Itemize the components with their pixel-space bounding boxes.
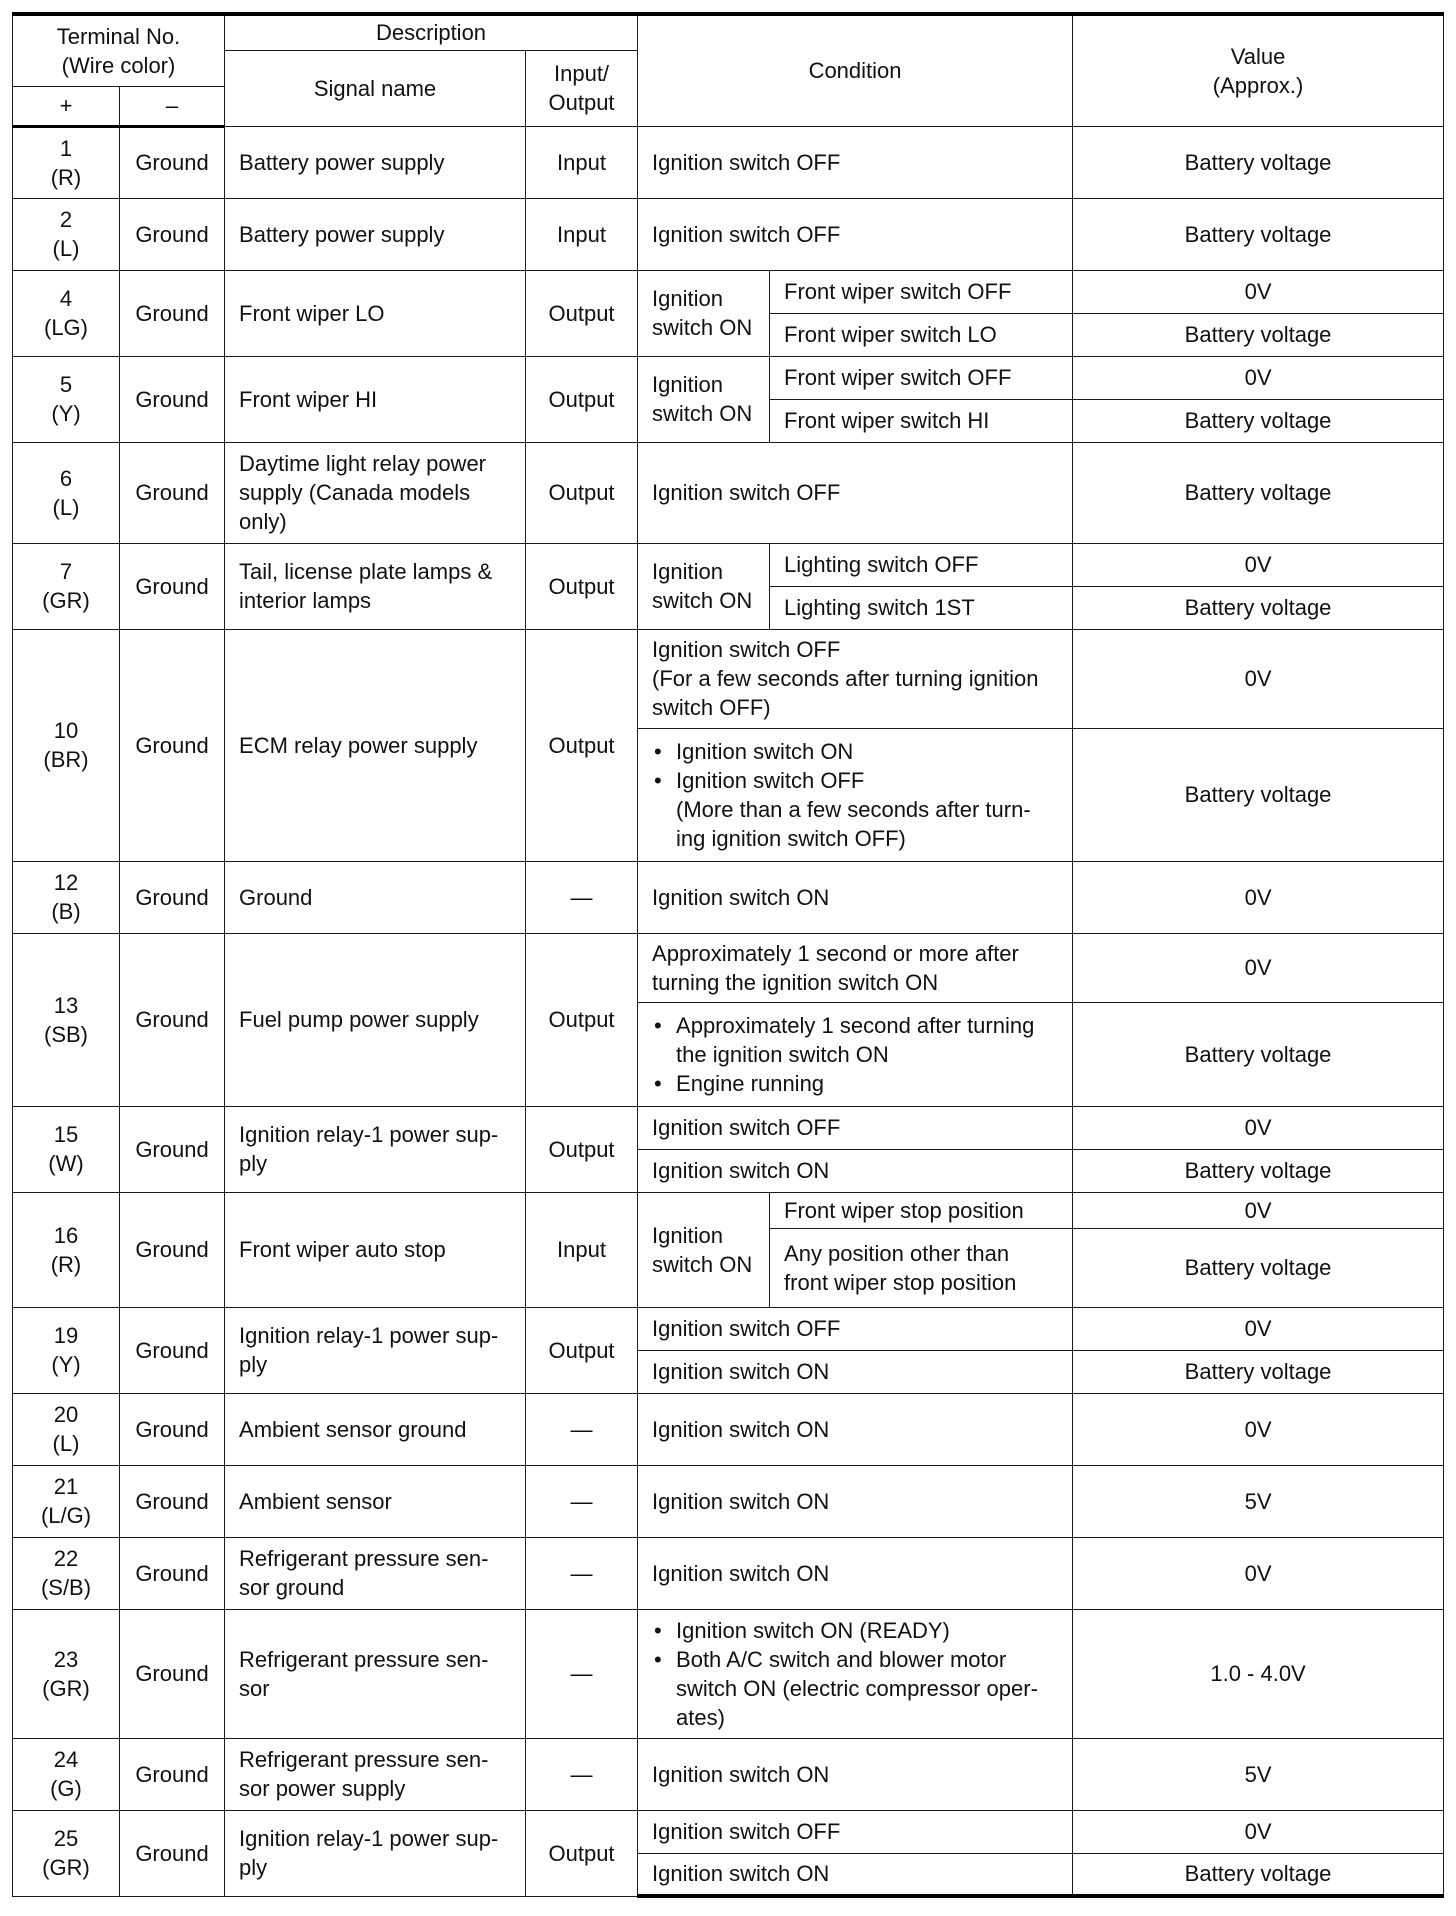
input-output: Output: [526, 356, 638, 442]
terminal-number: 23 (GR): [13, 1609, 120, 1738]
value: Battery voltage: [1073, 1149, 1444, 1192]
condition: Any position other than front wiper stop position: [770, 1228, 1073, 1307]
header-signal-name: Signal name: [225, 50, 526, 126]
condition: Front wiper switch HI: [770, 399, 1073, 442]
terminal-number: 7 (GR): [13, 543, 120, 629]
value: 0V: [1073, 1106, 1444, 1149]
input-output: Input: [526, 198, 638, 270]
header-minus: –: [120, 86, 225, 126]
value: Battery voltage: [1073, 1350, 1444, 1393]
condition: Ignition switch OFF: [638, 1810, 1073, 1853]
table-row: [13, 629, 1444, 728]
terminal-table: [12, 12, 1444, 1898]
header-terminal: Terminal No. (Wire color): [13, 14, 225, 86]
terminal-number: 25 (GR): [13, 1810, 120, 1896]
condition-group: Ignition switch ON: [638, 270, 770, 356]
condition: Lighting switch 1ST: [770, 586, 1073, 629]
condition: Front wiper switch OFF: [770, 356, 1073, 399]
condition: Ignition switch OFF: [638, 442, 1073, 543]
input-output: —: [526, 1609, 638, 1738]
ground-terminal: Ground: [120, 198, 225, 270]
signal-name: Front wiper auto stop: [225, 1192, 526, 1307]
value: Battery voltage: [1073, 198, 1444, 270]
input-output: —: [526, 1738, 638, 1810]
value: Battery voltage: [1073, 313, 1444, 356]
terminal-number: 21 (L/G): [13, 1465, 120, 1537]
condition-bullet: • Engine running: [652, 1069, 1059, 1098]
terminal-table-sheet: [12, 12, 1444, 1898]
ground-terminal: Ground: [120, 1609, 225, 1738]
value: Battery voltage: [1073, 1853, 1444, 1896]
ground-terminal: Ground: [120, 356, 225, 442]
signal-name: Ground: [225, 861, 526, 933]
signal-name: Refrigerant pressure sen- sor ground: [225, 1537, 526, 1609]
ground-terminal: Ground: [120, 1810, 225, 1896]
input-output: —: [526, 1393, 638, 1465]
ground-terminal: Ground: [120, 270, 225, 356]
ground-terminal: Ground: [120, 126, 225, 198]
condition: Approximately 1 second or more after turning the ignition switch ON: [638, 933, 1073, 1002]
terminal-number: 13 (SB): [13, 933, 120, 1106]
condition: Ignition switch ON: [638, 1149, 1073, 1192]
table-row: [13, 198, 1444, 270]
signal-name: Ignition relay-1 power sup- ply: [225, 1307, 526, 1393]
condition: Ignition switch ON: [638, 1393, 1073, 1465]
ground-terminal: Ground: [120, 1307, 225, 1393]
value: 5V: [1073, 1465, 1444, 1537]
terminal-number: 6 (L): [13, 442, 120, 543]
table-row: [13, 1810, 1444, 1853]
terminal-number: 10 (BR): [13, 629, 120, 861]
input-output: Output: [526, 1106, 638, 1192]
condition: Lighting switch OFF: [770, 543, 1073, 586]
condition: Ignition switch ON: [638, 1738, 1073, 1810]
input-output: Output: [526, 543, 638, 629]
signal-name: Daytime light relay power supply (Canada models only): [225, 442, 526, 543]
condition-bullet: • Both A/C switch and blower motor switch ON (electric compressor oper- ates): [652, 1645, 1059, 1732]
condition: Ignition switch OFF: [638, 1307, 1073, 1350]
header-condition: Condition: [638, 14, 1073, 126]
condition-list: [652, 737, 1059, 853]
condition-list: [652, 1011, 1059, 1098]
condition-bullet: • Ignition switch ON: [652, 737, 1059, 766]
signal-name: Front wiper HI: [225, 356, 526, 442]
value: Battery voltage: [1073, 1228, 1444, 1307]
terminal-number: 24 (G): [13, 1738, 120, 1810]
table-row: [13, 933, 1444, 1002]
table-row: [13, 1393, 1444, 1465]
ground-terminal: Ground: [120, 933, 225, 1106]
input-output: Output: [526, 1810, 638, 1896]
table-row: [13, 442, 1444, 543]
terminal-number: 5 (Y): [13, 356, 120, 442]
condition: Ignition switch ON: [638, 861, 1073, 933]
value: 1.0 - 4.0V: [1073, 1609, 1444, 1738]
header-input-output: Input/ Output: [526, 50, 638, 126]
condition: Ignition switch OFF: [638, 1106, 1073, 1149]
ground-terminal: Ground: [120, 1738, 225, 1810]
value: Battery voltage: [1073, 126, 1444, 198]
input-output: Input: [526, 1192, 638, 1307]
input-output: —: [526, 861, 638, 933]
condition: Front wiper switch LO: [770, 313, 1073, 356]
signal-name: Refrigerant pressure sen- sor: [225, 1609, 526, 1738]
table-row: [13, 126, 1444, 198]
header-value: Value (Approx.): [1073, 14, 1444, 126]
terminal-number: 1 (R): [13, 126, 120, 198]
condition: Front wiper switch OFF: [770, 270, 1073, 313]
table-row: [13, 861, 1444, 933]
input-output: Output: [526, 270, 638, 356]
value: 0V: [1073, 1810, 1444, 1853]
value: 5V: [1073, 1738, 1444, 1810]
condition-bullet: • Ignition switch ON (READY): [652, 1616, 1059, 1645]
value: 0V: [1073, 356, 1444, 399]
condition: [638, 1609, 1073, 1738]
signal-name: Battery power supply: [225, 198, 526, 270]
value: 0V: [1073, 1192, 1444, 1228]
signal-name: Fuel pump power supply: [225, 933, 526, 1106]
condition-group: Ignition switch ON: [638, 356, 770, 442]
ground-terminal: Ground: [120, 629, 225, 861]
signal-name: ECM relay power supply: [225, 629, 526, 861]
header-plus: +: [13, 86, 120, 126]
ground-terminal: Ground: [120, 1465, 225, 1537]
ground-terminal: Ground: [120, 1393, 225, 1465]
condition: Ignition switch ON: [638, 1465, 1073, 1537]
condition: Ignition switch ON: [638, 1537, 1073, 1609]
value: 0V: [1073, 270, 1444, 313]
terminal-number: 12 (B): [13, 861, 120, 933]
input-output: Output: [526, 1307, 638, 1393]
condition-group: Ignition switch ON: [638, 1192, 770, 1307]
terminal-table-body: [13, 126, 1444, 1896]
table-row: [13, 270, 1444, 313]
signal-name: Ambient sensor: [225, 1465, 526, 1537]
input-output: Output: [526, 629, 638, 861]
condition: Front wiper stop position: [770, 1192, 1073, 1228]
table-row: [13, 543, 1444, 586]
terminal-number: 16 (R): [13, 1192, 120, 1307]
table-row: [13, 1738, 1444, 1810]
value: Battery voltage: [1073, 586, 1444, 629]
table-row: [13, 356, 1444, 399]
value: Battery voltage: [1073, 399, 1444, 442]
signal-name: Front wiper LO: [225, 270, 526, 356]
terminal-number: 2 (L): [13, 198, 120, 270]
table-row: [13, 1609, 1444, 1738]
condition: Ignition switch OFF: [638, 198, 1073, 270]
terminal-number: 4 (LG): [13, 270, 120, 356]
ground-terminal: Ground: [120, 861, 225, 933]
condition-bullet: • Approximately 1 second after turning the ignition switch ON: [652, 1011, 1059, 1069]
ground-terminal: Ground: [120, 1192, 225, 1307]
table-row: [13, 1106, 1444, 1149]
table-row: [13, 1192, 1444, 1228]
condition-group: Ignition switch ON: [638, 543, 770, 629]
condition-list: [652, 1616, 1059, 1732]
input-output: Output: [526, 933, 638, 1106]
value: 0V: [1073, 861, 1444, 933]
condition: Ignition switch OFF (For a few seconds after turning ignition switch OFF): [638, 629, 1073, 728]
condition: [638, 728, 1073, 861]
header-description: Description: [225, 14, 638, 50]
condition: Ignition switch ON: [638, 1350, 1073, 1393]
condition: [638, 1002, 1073, 1106]
table-row: [13, 1465, 1444, 1537]
signal-name: Tail, license plate lamps & interior lamps: [225, 543, 526, 629]
table-row: [13, 1307, 1444, 1350]
value: 0V: [1073, 1393, 1444, 1465]
value: 0V: [1073, 933, 1444, 1002]
terminal-number: 19 (Y): [13, 1307, 120, 1393]
value: 0V: [1073, 1307, 1444, 1350]
input-output: Input: [526, 126, 638, 198]
signal-name: Ignition relay-1 power sup- ply: [225, 1106, 526, 1192]
value: Battery voltage: [1073, 442, 1444, 543]
signal-name: Ambient sensor ground: [225, 1393, 526, 1465]
input-output: —: [526, 1465, 638, 1537]
value: 0V: [1073, 1537, 1444, 1609]
terminal-number: 15 (W): [13, 1106, 120, 1192]
value: Battery voltage: [1073, 1002, 1444, 1106]
signal-name: Refrigerant pressure sen- sor power supply: [225, 1738, 526, 1810]
value: Battery voltage: [1073, 728, 1444, 861]
value: 0V: [1073, 543, 1444, 586]
condition: Ignition switch ON: [638, 1853, 1073, 1896]
ground-terminal: Ground: [120, 543, 225, 629]
table-row: [13, 1537, 1444, 1609]
signal-name: Battery power supply: [225, 126, 526, 198]
ground-terminal: Ground: [120, 442, 225, 543]
ground-terminal: Ground: [120, 1106, 225, 1192]
terminal-number: 20 (L): [13, 1393, 120, 1465]
ground-terminal: Ground: [120, 1537, 225, 1609]
condition-bullet: • Ignition switch OFF (More than a few seconds after turn- ing ignition switch OFF): [652, 766, 1059, 853]
signal-name: Ignition relay-1 power sup- ply: [225, 1810, 526, 1896]
input-output: Output: [526, 442, 638, 543]
terminal-number: 22 (S/B): [13, 1537, 120, 1609]
input-output: —: [526, 1537, 638, 1609]
condition: Ignition switch OFF: [638, 126, 1073, 198]
value: 0V: [1073, 629, 1444, 728]
